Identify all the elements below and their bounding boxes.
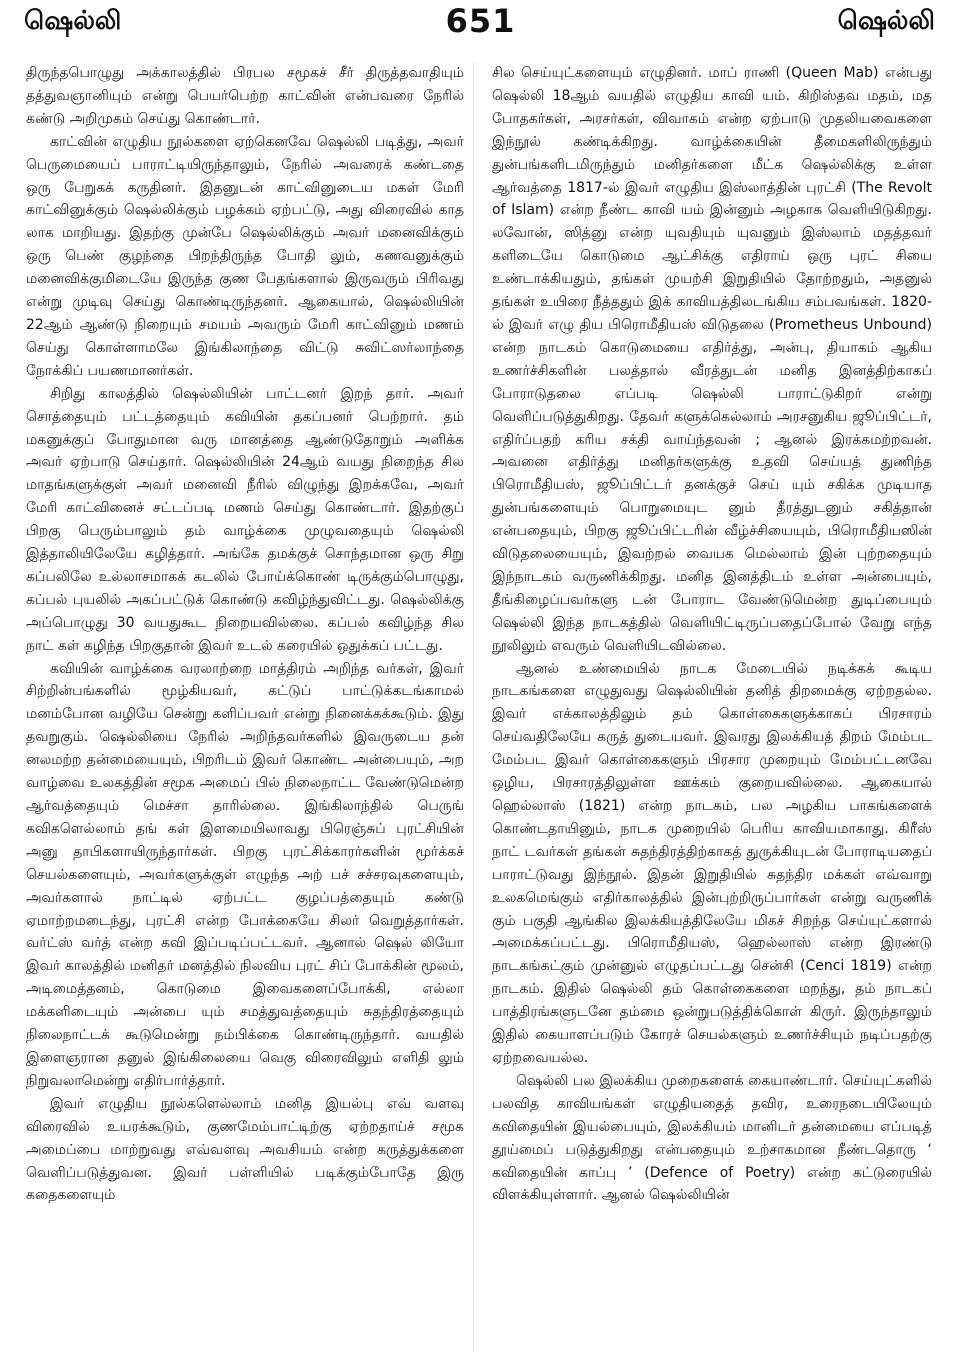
running-head-left: ஷெல்லி (24, 6, 122, 36)
page-number: 651 (445, 2, 516, 40)
paragraph: காட்வின் எழுதிய நூல்களை ஏற்கெனவே ஷெல்லி படித்து, அவர் பெருமையைப் பாராட்டியிருந்தாலும், நேரில் அவரைக் கண்டதை ஒரு பேறுகக் கருதினர். இதனுடன் காட்வினுடைய மகள் மேரி காட்வினுக்கும் ஷெல்லிக்கும் பழக்கம் ஏற்பட்டு, அது விரைவில் காத லாக மாறியது. இதற்கு முன்பே ஷெல்லிக்கும் அவர் மனைவிக்கும் ஒரு பெண் குழந்தை பிறந்திருந்த போதி லும், கணவனுக்கும் மனைவிக்குமிடையே இருந்த குண பேதங்களால் இருவரும் பிரிவது என்று முடிவு செய்து கொண்டிருந்தனர். ஆகையால், ஷெல்லியின் 22ஆம் ஆண்டு நிறையும் சமயம் அவரும் மேரி காட்வினும் மணம் செய்து கொள்ளாமலே இங்கிலாந்தை விட்டு சுவிட்ஸர்லாந்தை நோக்கிப் பயணமானர்கள். (26, 133, 464, 379)
page-header (0, 0, 961, 44)
paragraph: கவியின் வாழ்க்கை வரலாற்றை மாத்திரம் அறிந்த வர்கள், இவர் சிற்றின்பங்களில் மூழ்கியவர், கட்டுப் பாட்டுக்கடங்காமல் மனம்போன வழியே சென்று களிப்பவர் என்று நினைக்கக்கூடும். இது தவறுகும். ஷெல்லியை நேரில் அறிந்தவர்களில் இவருடைய தன் னலமற்ற தன்மையையும், பிறரிடம் இவர் கொண்ட அன்பையும், அற வாழ்வை உலகத்தின் சமூக அமைப் பில் நிலைநாட்ட வேண்டுமென்ற ஆர்வத்தையும் மெச்சா தாரில்லை. இங்கிலாந்தில் பெருங் கவிகளெல்லாம் தங் கள் இளமையிலாவது பிரெஞ்சுப் புரட்சியின் அனு தாபிகளாயிருந்தார்கள். பிறகு புரட்சிக்காரர்களின் மூர்க்கச் செயல்களையும், அவர்களுக்குள் எழுந்த அற் பச் சச்சரவுகளையும், அவர்களால் நாட்டில் ஏற்பட்ட குழப்பத்தையும் கண்டு ஏமாற்றமடைந்து, புரட்சி என்ற போக்கையே சிலர் வெறுத்தார்கள். வர்ட்ஸ் வர்த் என்ற கவி இப்படிப்பட்டவர். ஆனால் ஷெல் லியோ இவர் காலத்தில் மனிதர் மனத்தில் நிலவிய புரட் சிப் போக்கின் மூலம், அடிமைத்தனம், கொடுமை இவைகளைப்போக்கி, எல்லா மக்களிடையும் அன்பை யும் சமத்துவத்தையும் சுதந்திரத்தையும் நிலைநாட்டக் கூடுமென்று நம்பிக்கை கொண்டிருந்தார். வயதில் இளைஞரான தனுல் இங்கிலையை வெகு விரைவிலும் எளிதி லும் நிறுவலாமென்று எதிர்பார்த்தார். (26, 660, 464, 1089)
left-column (26, 62, 464, 1352)
paragraph: சில செய்யுட்களையும் எழுதினர். மாப் ராணி (Queen Mab) என்பது ஷெல்லி 18ஆம் வயதில் எழுதிய காவி யம். கிறிஸ்தவ மதம், மத போதகர்கள், அரசர்கள், விவாகம் என்ற ஏற்பாடு முதலியவைகளை இந்நூல் கண்டிக்கிறது. வாழ்க்கையின் தீமைகளிலிருந்தும் துன்பங்களிடமிருந்தும் மனிதர்களை மீட்க ஷெல்லிக்கு உள்ள ஆர்வத்தை 1817-ல் இவர் எழுதிய இஸ்லாத்தின் புரட்சி (The Revolt of Islam) என்ற நீண்ட காவி யம் இன்னும் அழகாக வெளியிடுகிறது. லவோன், ஸித்னு என்ற யுவதியும் யுவனும் இஸ்லாம் மதத்தவர் களிடையே கொடுமை ஆட்சிக்கு எதிராய் ஒரு புரட் சியை உண்டாக்கியதும், தங்கள் முயற்சி இறுதியில் தோற்றதும், அதனுல் தங்கள் உயிரை நீத்ததும் இக் காவியத்திலடங்கிய சம்பவங்கள். 1820-ல் இவர் எழு திய பிரொமீதியஸ் விடுதலை (Prometheus Unbound) என்ற நாடகம் கொடுமையை எதிர்த்து, அன்பு, தியாகம் ஆகிய உணர்ச்சிகளின் பலத்தால் வீரத்துடன் மனித இனத்திற்காகப் போராடுதலை எப்படி ஷெல்லி பாராட்டுகிறர் என்று வெளிப்படுத்துகிறது. தேவர் களுக்கெல்லாம் அரசனுகிய ஜூப்பிட்டர், எதிர்ப்பதற் கரிய சக்தி வாய்ந்தவன் ; ஆனல் இரக்கமற்றவன். அவனை எதிர்த்து மனிதர்களுக்கு உதவி செய்யத் துணிந்த பிரொமீதியஸ், ஜூப்பிட்டர் தனக்குச் செய் யும் சகிக்க முடியாத துன்பங்களையும் பொறுமையுட னும் தீரத்துடனும் சகித்தான் என்பதையும், பிறகு ஜூப்பிட்டரின் வீழ்ச்சியையும், பிரொமீதியஸின் விடுதலையையும், இவற்றல் வையக மெல்லாம் இன் புற்றதையும் இந்நாடகம் வருணிக்கிறது. மனித இனத்திடம் உள்ள அன்பையும், தீங்கிழைப்பவர்களு டன் போராட வேண்டுமென்ற துடிப்பையும் ஷெல்லி இந்த நாடகத்தில் வெளியிட்டிருப்பதைப்போல் வேறு எந்த நூலிலும் எவரும் வெளியிடவில்லை. (492, 65, 932, 654)
paragraph: ஷெல்லி பல இலக்கிய முறைகளைக் கையாண்டார். செய்யுட்களில் பலவித காவியங்கள் எழுதியதைத் தவிர, உரைநடையிலேயும் கவிதையின் இயல்பையும், இலக்கியம் மானிடர் தன்மையை எப்படித் தூய்மைப் படுத்துகிறது என்பதையும் உற்சாகமான நீண்டதொரு ‘ கவிதையின் காப்பு ’ (Defence of Poetry) என்ற கட்டுரையில் விளக்கியுள்ளார். ஆனல் ஷெல்லியின் (492, 1072, 932, 1204)
column-divider (473, 62, 474, 1352)
paragraph: திருந்தபொழுது அக்காலத்தில் பிரபல சமூகச் சீர் திருத்தவாதியும் தத்துவஞானியும் என்று பெயர்பெற்ற காட்வின் என்பவரை நேரில் கண்டு அறிமுகம் செய்து கொண்டார். (26, 65, 464, 127)
paragraph: ஆனல் உண்மையில் நாடக மேடையில் நடிக்கக் கூடிய நாடகங்களை எழுதுவது ஷெல்லியின் தனித் திறமைக்கு ஏற்றதல்ல. இவர் எக்காலத்திலும் தம் கொள்கைகளுக்காகப் பிரசாரம் செய்வதிலேயே கருத் துடையவர். இவரது இலக்கியத் திறம் மேம்பட மேம்பட இவர் கொள்கைகளும் பிரசார முறையும் மேம்பட்டனவே ஒழிய, பிரசாரத்திலுள்ள ஊக்கம் குறையவில்லை. ஆகையால் ஹெல்லாஸ் (1821) என்ற நாடகம், பல அழகிய பாகங்களைக் கொண்டதாயினும், நாடக முறையில் பெரிய காவியமாகாது. கிரீஸ் நாட் டவர்கள் தங்கள் சுதந்திரத்திற்காகத் துருக்கியுடன் போராடியதைப் பாராட்டுவது இந்நூல். இதன் இறுதியில் சுதந்திர மக்கள் எவ்வாறு உலகமெங்கும் எதிர்காலத்தில் இன்புற்றிருப்பார்கள் என்று வருணிக் கும் பகுதி ஆங்கில இலக்கியத்திலேயே மிகச் சிறந்த செய்யுட்களால் அமைக்கப்பட்டது. பிரொமீதியஸ், ஹெல்லாஸ் என்ற இரண்டு நாடகங்கட்கும் முன்னுல் எழுதப்பட்டது சென்சி (Cenci 1819) என்ற நாடகம். இதில் ஷெல்லி தம் கொள்கைகளை மறந்து, தம் நாடகப் பாத்திரங்களுடனே தம்மை ஒன்றுபடுத்திக்கொள் கிருர். இருந்தாலும் இதில் கையாளப்படும் கோரச் செயல்களும் உணர்ச்சியும் நடிப்பதற்கு ஏற்றவையல்ல. (492, 660, 932, 1066)
paragraph: சிறிது காலத்தில் ஷெல்லியின் பாட்டனர் இறந் தார். அவர் சொத்தையும் பட்டத்தையும் கவியின் தகப்பனர் பெற்றார். தம் மகனுக்குப் போதுமான வரு மானத்தை ஆண்டுதோறும் அளிக்க அவர் ஏற்பாடு செய்தார். ஷெல்லியின் 24ஆம் வயது நிறைந்த சில மாதங்களுக்குள் அவர் மனைவி நீரில் விழுந்து இறக்கவே, அவர் மேரி காட்வினைச் சட்டப்படி மணம் செய்து கொண்டார். இதற்குப் பிறகு பெரும்பாலும் தம் வாழ்க்கை முழுவதையும் ஷெல்லி இத்தாலியிலேயே கழித்தார். அங்கே தமக்குச் சொந்தமான ஒரு சிறு கப்பலிலே உல்லாசமாகக் கடலில் போய்க்கொண் டிருக்கும்பொழுது, கப்பல் புயலில் அகப்பட்டுக் கொண்டு கவிழ்ந்துவிட்டது. ஷெல்லிக்கு அப்பொழுது 30 வயதுகூட நிறையவில்லை. கப்பல் கவிழ்ந்த சில நாட் கள் கழிந்த பிறகுதான் இவர் உடல் கரையில் ஒதுக்கப் பட்டது. (26, 385, 464, 654)
running-head-right: ஷெல்லி (837, 6, 935, 36)
right-column (492, 62, 932, 1352)
paragraph: இவர் எழுதிய நூல்களெல்லாம் மனித இயல்பு எவ் வளவு விரைவில் உயரக்கூடும், குணமேம்பாட்டிற்கு ஏற்றதாய்ச் சமூக அமைப்பை மாற்றுவது எவ்வளவு அவசியம் என்ற கருத்துக்களை வெளிப்படுத்துவன. இவர் பள்ளியில் படிக்கும்போதே இரு கதைகளையும் (26, 1095, 464, 1204)
